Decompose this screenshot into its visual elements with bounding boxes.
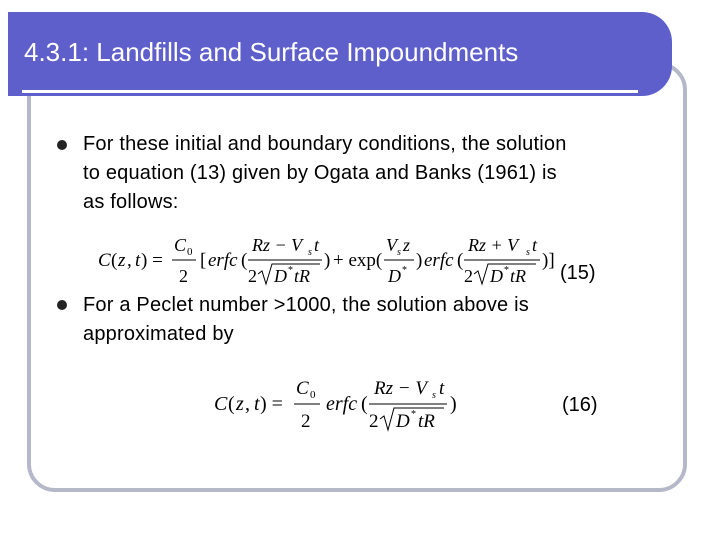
svg-text:t: t	[254, 393, 260, 415]
svg-text:2: 2	[179, 266, 188, 286]
svg-text:s: s	[397, 247, 401, 258]
svg-text:tR: tR	[294, 266, 310, 286]
svg-text:z: z	[403, 235, 411, 255]
svg-text:erfc: erfc	[424, 250, 454, 271]
svg-text:*: *	[288, 265, 293, 276]
svg-text:C: C	[174, 235, 187, 255]
bullet-text	[83, 130, 567, 217]
svg-text:z: z	[236, 393, 244, 415]
svg-text:2: 2	[464, 266, 473, 286]
svg-text:): )	[450, 393, 457, 415]
bullet-line: For these initial and boundary conditions, the solution	[83, 133, 567, 155]
svg-text:tR: tR	[510, 266, 526, 286]
svg-text:Rz − V: Rz − V	[252, 235, 303, 255]
svg-text:D: D	[396, 411, 410, 432]
svg-text:(: (	[457, 250, 464, 271]
svg-text:,: ,	[127, 250, 132, 271]
bullet-text	[83, 291, 529, 349]
equation-number-16: (16)	[562, 394, 598, 416]
svg-text:D: D	[388, 266, 401, 286]
svg-text:s: s	[432, 390, 436, 401]
svg-text:t: t	[135, 250, 141, 271]
svg-text:(: (	[241, 250, 248, 271]
svg-text:z: z	[118, 250, 126, 271]
bullet-marker	[57, 300, 67, 310]
svg-text:*: *	[504, 265, 509, 276]
bullet-line: to equation (13) given by Ogata and Banks (1961) is	[83, 162, 557, 184]
svg-text:Rz + V: Rz + V	[468, 235, 519, 255]
svg-text:2: 2	[369, 411, 379, 432]
svg-text:C: C	[214, 393, 228, 415]
svg-text:+ exp(: + exp(	[333, 250, 383, 271]
svg-text:(: (	[111, 250, 118, 271]
equation-16	[212, 374, 462, 436]
svg-text:erfc: erfc	[208, 250, 238, 271]
svg-text:*: *	[402, 265, 407, 276]
svg-text:t: t	[314, 235, 320, 255]
svg-text:s: s	[526, 247, 530, 258]
svg-text:s: s	[308, 247, 312, 258]
title-underline	[22, 90, 638, 93]
svg-text:erfc: erfc	[326, 393, 358, 415]
svg-text:,: ,	[245, 393, 250, 415]
svg-text:) =: ) =	[141, 250, 163, 271]
svg-text:t: t	[439, 378, 445, 399]
bullet-line: approximated by	[83, 323, 234, 345]
svg-text:0: 0	[310, 389, 316, 401]
svg-text:[: [	[200, 250, 207, 271]
bullet-line: For a Peclet number >1000, the solution above is	[83, 294, 529, 316]
svg-text:)]: )]	[542, 250, 555, 271]
svg-text:D: D	[274, 266, 287, 286]
svg-text:C: C	[296, 378, 309, 399]
svg-text:D: D	[490, 266, 503, 286]
bullet-line: as follows:	[83, 191, 179, 213]
svg-text:C: C	[98, 250, 111, 271]
svg-text:): )	[416, 250, 423, 271]
equation-15	[96, 232, 556, 290]
equation-number-15: (15)	[560, 262, 596, 284]
svg-text:Rz − V: Rz − V	[374, 378, 427, 399]
svg-text:2: 2	[248, 266, 257, 286]
svg-text:V: V	[386, 235, 397, 255]
svg-text:0: 0	[187, 246, 193, 258]
svg-text:) =: ) =	[260, 393, 283, 415]
svg-text:tR: tR	[418, 411, 435, 432]
bullet-marker	[57, 140, 67, 150]
svg-text:2: 2	[301, 411, 311, 432]
slide-title: 4.3.1: Landfills and Surface Impoundments	[24, 37, 519, 67]
svg-text:t: t	[532, 235, 538, 255]
svg-text:(: (	[228, 393, 235, 415]
svg-text:*: *	[411, 409, 416, 420]
svg-text:): )	[324, 250, 331, 271]
svg-text:(: (	[361, 393, 368, 415]
